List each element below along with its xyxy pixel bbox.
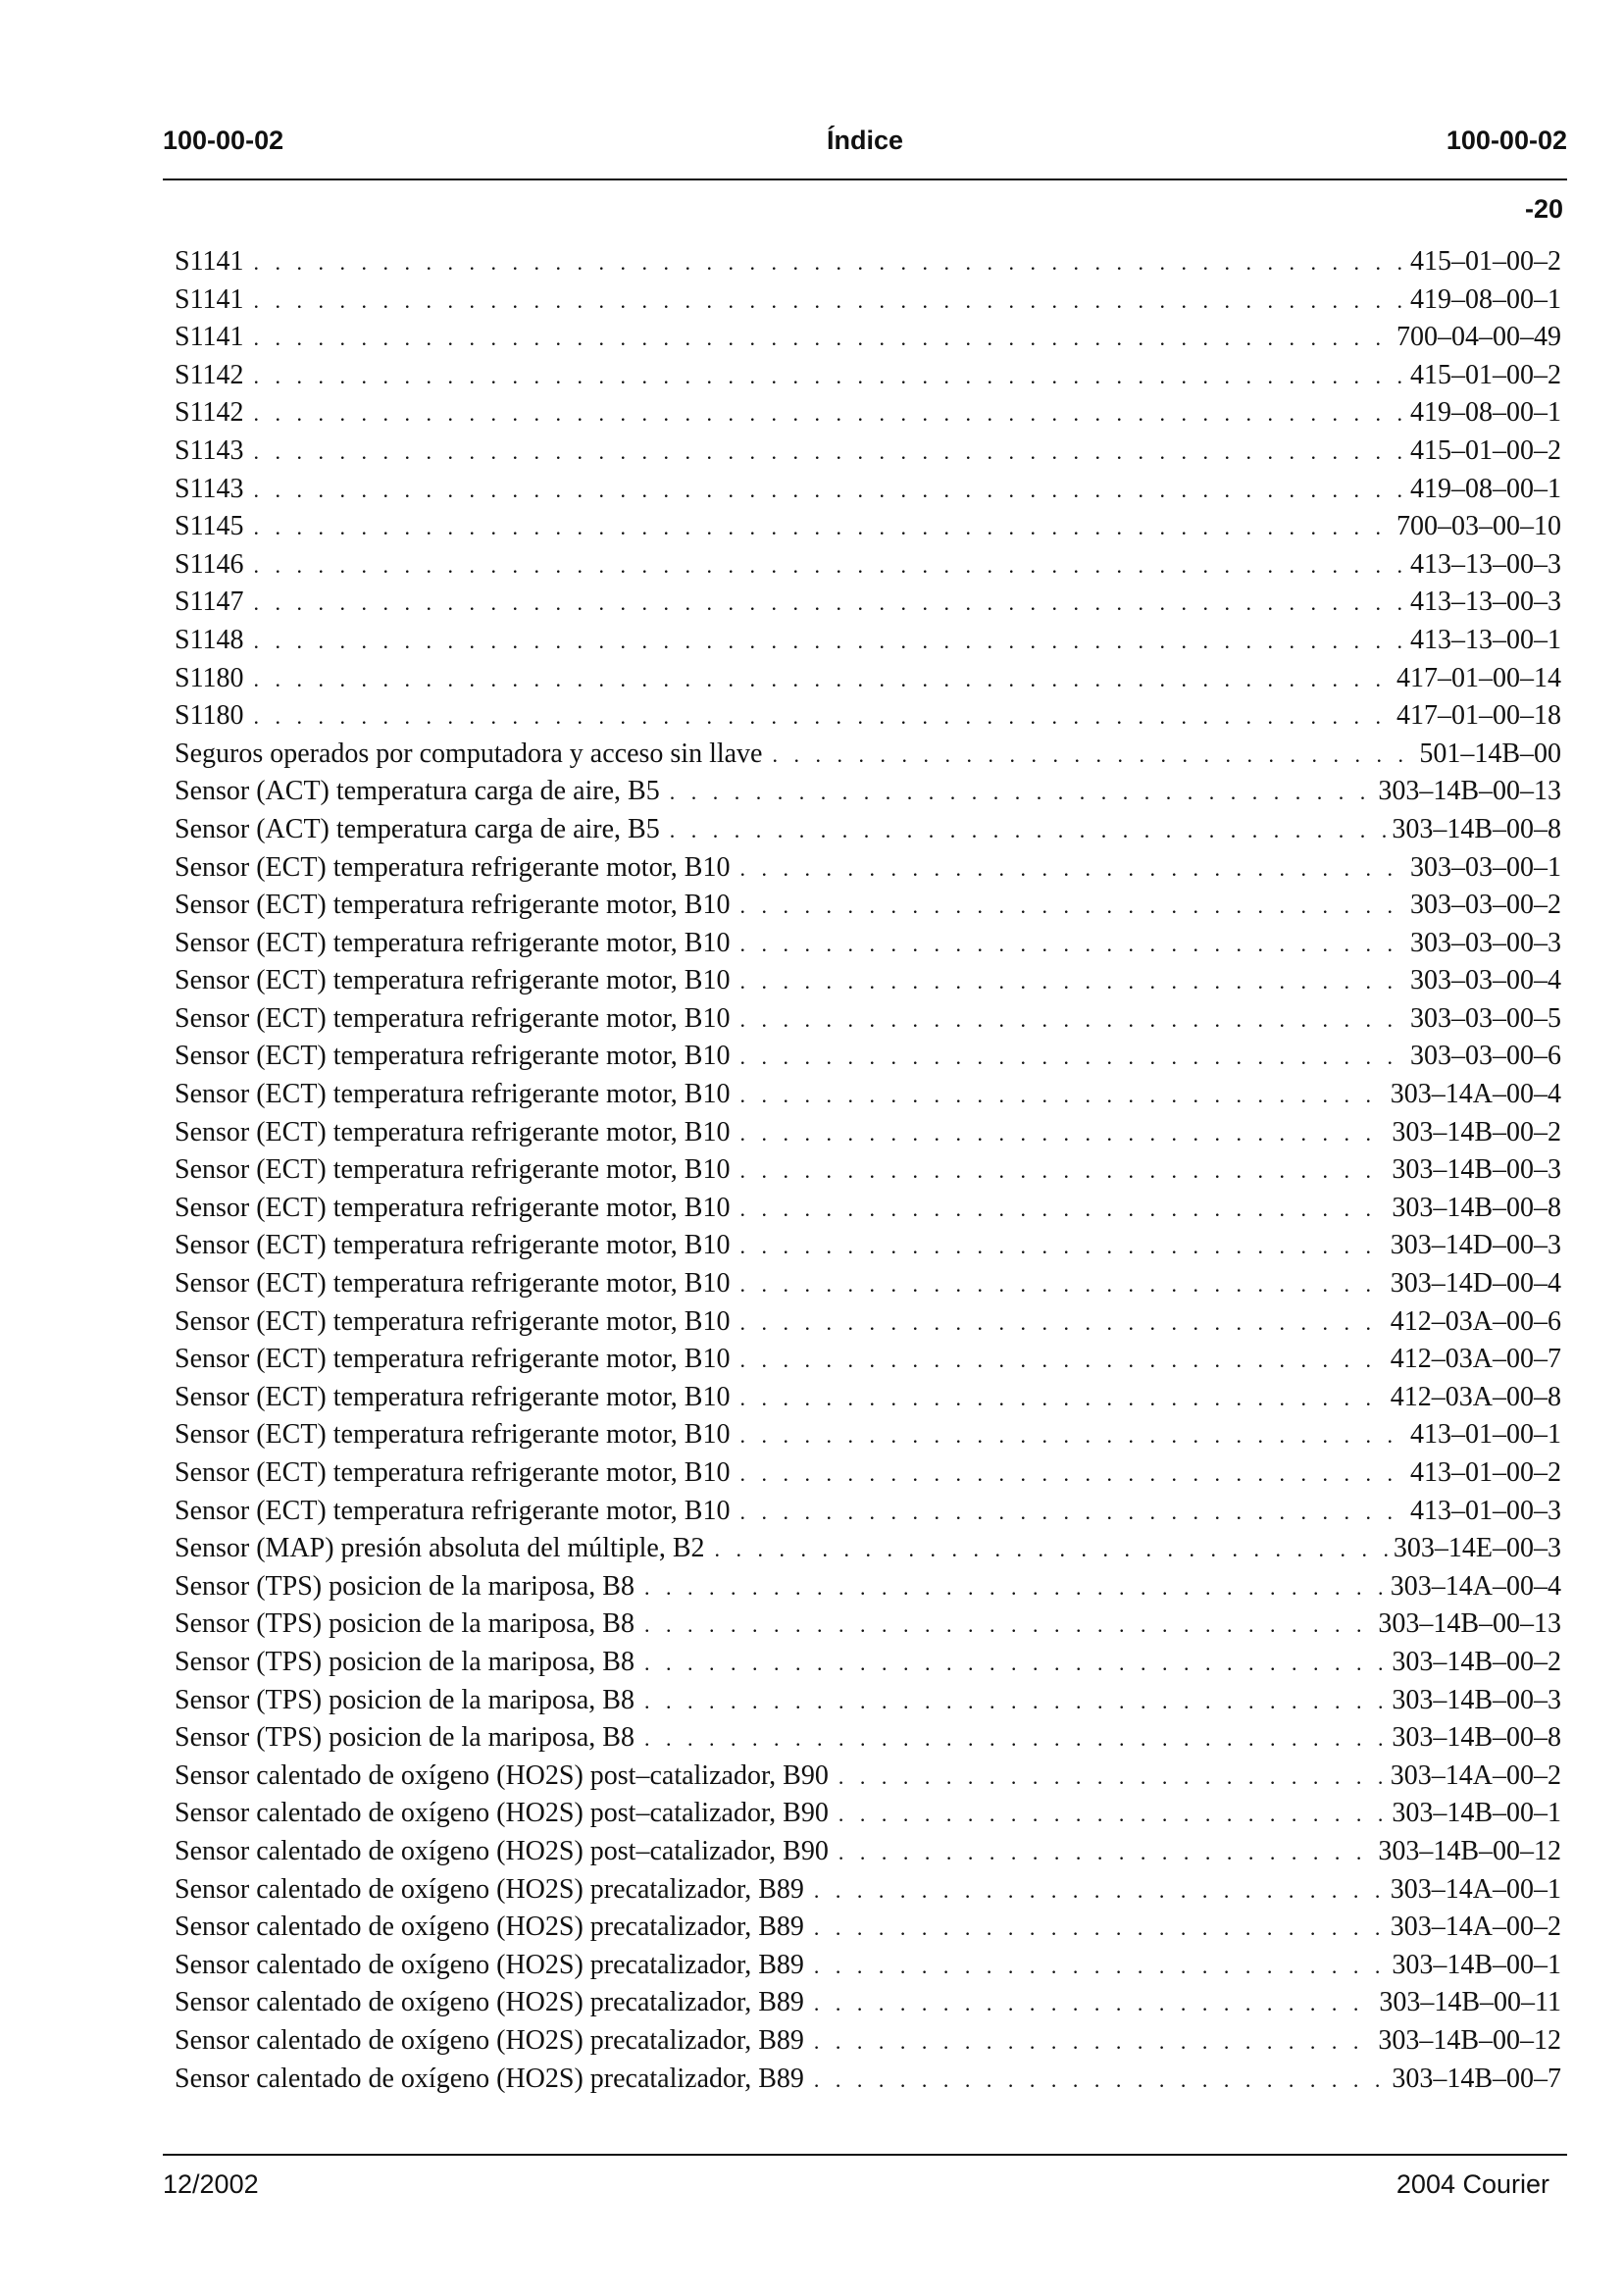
index-entry (175, 622, 1561, 660)
entry-page-ref: 412–03A–00–8 (1390, 1381, 1561, 1412)
page-number: -20 (1524, 194, 1563, 224)
entry-page-ref: 303–03–00–6 (1410, 1041, 1561, 1072)
entry-page-ref: 700–04–00–49 (1396, 322, 1561, 353)
index-entry (175, 1493, 1561, 1531)
entry-page-ref: 413–13–00–3 (1410, 548, 1561, 580)
index-entry (175, 394, 1561, 433)
entry-page-ref: 303–14D–00–3 (1390, 1230, 1561, 1261)
index-entry (175, 1568, 1561, 1606)
entry-name: S1142 (175, 359, 244, 390)
dot-leader (739, 1494, 1404, 1531)
entry-page-ref: 303–14A–00–2 (1390, 1912, 1561, 1943)
entry-name: S1145 (175, 511, 244, 542)
dot-leader (644, 1569, 1385, 1606)
entry-name: S1141 (175, 283, 244, 315)
entry-page-ref: 303–14B–00–8 (1392, 813, 1561, 844)
dot-leader (739, 1228, 1384, 1265)
index-entry (175, 281, 1561, 320)
index-entry (175, 1682, 1561, 1720)
section-number-left: 100-00-02 (163, 126, 284, 155)
index-entry (175, 849, 1561, 888)
index-entry (175, 1909, 1561, 1947)
entry-page-ref: 413–01–00–2 (1410, 1457, 1561, 1488)
entry-page-ref: 413–01–00–3 (1410, 1495, 1561, 1526)
index-entry (175, 962, 1561, 1000)
entry-page-ref: 303–14B–00–12 (1378, 2024, 1561, 2056)
index-entry (175, 1341, 1561, 1379)
index-entry (175, 887, 1561, 925)
entry-page-ref: 303–14B–00–3 (1392, 1684, 1561, 1715)
entry-name: Sensor (ECT) temperatura refrigerante motor, B10 (175, 1305, 731, 1337)
index-entry (175, 1076, 1561, 1114)
entry-name: Sensor (ECT) temperatura refrigerante motor, B10 (175, 965, 731, 996)
dot-leader (254, 282, 1404, 320)
entry-page-ref: 415–01–00–2 (1410, 359, 1561, 390)
index-entry (175, 1151, 1561, 1190)
header-rule (163, 178, 1567, 180)
index-entry (175, 1871, 1561, 1910)
entry-page-ref: 413–13–00–3 (1410, 586, 1561, 618)
dot-leader (739, 1191, 1386, 1228)
entry-name: Sensor (ACT) temperatura carga de aire, B5 (175, 813, 660, 844)
dot-leader (838, 1834, 1372, 1871)
entry-name: Sensor (ECT) temperatura refrigerante motor, B10 (175, 1002, 731, 1034)
entry-page-ref: 303–14E–00–3 (1393, 1533, 1561, 1564)
entry-page-ref: 303–14D–00–4 (1390, 1268, 1561, 1300)
entry-name: S1141 (175, 322, 244, 353)
dot-leader (739, 850, 1404, 888)
entry-name: Sensor calentado de oxígeno (HO2S) precatalizador, B89 (175, 1873, 804, 1905)
footer-rule (163, 2154, 1567, 2156)
index-entry (175, 1379, 1561, 1417)
index-entry (175, 697, 1561, 736)
entry-name: S1141 (175, 246, 244, 277)
index-entry (175, 736, 1561, 774)
index-entry (175, 1530, 1561, 1568)
dot-leader (739, 1342, 1384, 1379)
entry-page-ref: 303–14A–00–2 (1390, 1759, 1561, 1791)
entry-page-ref: 303–14B–00–3 (1392, 1154, 1561, 1186)
dot-leader (739, 1077, 1384, 1114)
entry-page-ref: 417–01–00–18 (1396, 700, 1561, 732)
entry-page-ref: 303–03–00–1 (1410, 851, 1561, 883)
index-entry (175, 1795, 1561, 1833)
index-entry (175, 1984, 1561, 2022)
entry-name: S1143 (175, 434, 244, 466)
entry-page-ref: 303–14B–00–12 (1378, 1835, 1561, 1866)
entry-page-ref: 413–01–00–1 (1410, 1419, 1561, 1451)
entry-name: Sensor (ECT) temperatura refrigerante motor, B10 (175, 1381, 731, 1412)
dot-leader (739, 1039, 1404, 1076)
page-footer (163, 2169, 1549, 2209)
index-entry (175, 1227, 1561, 1265)
entry-name: Sensor calentado de oxígeno (HO2S) post–catalizador, B90 (175, 1835, 829, 1866)
dot-leader (254, 661, 1391, 698)
index-entry (175, 1719, 1561, 1758)
dot-leader (254, 623, 1404, 660)
dot-leader (739, 1304, 1384, 1342)
dot-leader (739, 1455, 1404, 1493)
dot-leader (254, 244, 1404, 281)
footer-model: 2004 Courier (1396, 2169, 1549, 2199)
entry-page-ref: 700–03–00–10 (1396, 511, 1561, 542)
entry-name: Sensor (ECT) temperatura refrigerante motor, B10 (175, 1192, 731, 1223)
entry-page-ref: 303–14B–00–2 (1392, 1116, 1561, 1147)
entry-name: Sensor calentado de oxígeno (HO2S) precatalizador, B89 (175, 2063, 804, 2094)
entry-name: Sensor (ECT) temperatura refrigerante motor, B10 (175, 1457, 731, 1488)
dot-leader (838, 1796, 1386, 1833)
dot-leader (254, 358, 1404, 395)
index-entry (175, 1000, 1561, 1039)
entry-name: Sensor (TPS) posicion de la mariposa, B8 (175, 1684, 634, 1715)
entry-name: Sensor (ECT) temperatura refrigerante motor, B10 (175, 1154, 731, 1186)
footer-date: 12/2002 (163, 2169, 259, 2199)
dot-leader (739, 926, 1404, 963)
entry-page-ref: 303–14B–00–1 (1392, 1798, 1561, 1829)
entry-page-ref: 303–14A–00–4 (1390, 1079, 1561, 1110)
index-entry (175, 1114, 1561, 1152)
dot-leader (254, 472, 1404, 509)
entry-page-ref: 303–14A–00–4 (1390, 1570, 1561, 1602)
dot-leader (772, 737, 1413, 774)
index-entry (175, 433, 1561, 471)
entry-page-ref: 415–01–00–2 (1410, 246, 1561, 277)
index-entry (175, 2022, 1561, 2061)
entry-page-ref: 303–03–00–4 (1410, 965, 1561, 996)
entry-name: S1143 (175, 473, 244, 504)
index-entry (175, 1758, 1561, 1796)
entry-page-ref: 417–01–00–14 (1396, 662, 1561, 693)
dot-leader (670, 812, 1387, 849)
dot-leader (644, 1720, 1386, 1758)
entry-name: Sensor calentado de oxígeno (HO2S) precatalizador, B89 (175, 1912, 804, 1943)
entry-name: Sensor (ECT) temperatura refrigerante motor, B10 (175, 927, 731, 958)
index-entry (175, 1038, 1561, 1076)
entry-name: Sensor (MAP) presión absoluta del múltiple, B2 (175, 1533, 705, 1564)
dot-leader (254, 547, 1404, 585)
index-entry (175, 1190, 1561, 1228)
dot-leader (838, 1759, 1385, 1796)
dot-leader (644, 1645, 1386, 1682)
index-entry (175, 508, 1561, 546)
entry-page-ref: 415–01–00–2 (1410, 434, 1561, 466)
entry-page-ref: 303–14B–00–11 (1379, 1987, 1561, 2018)
entry-name: Sensor (ECT) temperatura refrigerante motor, B10 (175, 1041, 731, 1072)
entry-name: Sensor (ECT) temperatura refrigerante motor, B10 (175, 851, 731, 883)
entry-name: S1148 (175, 624, 244, 655)
index-entry (175, 1833, 1561, 1871)
page-header (163, 126, 1567, 169)
entry-name: Sensor (ACT) temperatura carga de aire, B5 (175, 776, 660, 807)
dot-leader (814, 2023, 1372, 2061)
entry-page-ref: 501–14B–00 (1419, 738, 1561, 769)
index-entry (175, 1303, 1561, 1342)
index-entry (175, 773, 1561, 811)
dot-leader (739, 1001, 1404, 1039)
entry-page-ref: 303–14B–00–13 (1378, 1608, 1561, 1640)
entry-page-ref: 303–03–00–3 (1410, 927, 1561, 958)
dot-leader (814, 1910, 1385, 1947)
entry-name: Sensor (ECT) temperatura refrigerante motor, B10 (175, 1079, 731, 1110)
index-entry (175, 1644, 1561, 1682)
index-entry (175, 1606, 1561, 1644)
entry-page-ref: 419–08–00–1 (1410, 473, 1561, 504)
dot-leader (254, 395, 1404, 433)
index-entry (175, 925, 1561, 963)
index-entry (175, 1947, 1561, 1985)
dot-leader (739, 963, 1404, 1000)
dot-leader (739, 1380, 1384, 1417)
index-entry (175, 1265, 1561, 1303)
dot-leader (739, 1115, 1386, 1152)
entry-name: Sensor calentado de oxígeno (HO2S) precatalizador, B89 (175, 1987, 804, 2018)
entry-name: Sensor (ECT) temperatura refrigerante motor, B10 (175, 1116, 731, 1147)
entry-name: Sensor calentado de oxígeno (HO2S) post–catalizador, B90 (175, 1759, 829, 1791)
dot-leader (814, 1985, 1373, 2022)
entry-name: Sensor calentado de oxígeno (HO2S) precatalizador, B89 (175, 1949, 804, 1980)
dot-leader (644, 1606, 1372, 1644)
index-entry (175, 357, 1561, 395)
entry-name: Sensor (ECT) temperatura refrigerante motor, B10 (175, 1268, 731, 1300)
index-entry (175, 319, 1561, 357)
dot-leader (739, 1152, 1386, 1190)
index-entry (175, 243, 1561, 281)
dot-leader (739, 1417, 1404, 1454)
entry-page-ref: 419–08–00–1 (1410, 283, 1561, 315)
index-entry (175, 1416, 1561, 1454)
index-entry (175, 1454, 1561, 1493)
entry-name: S1180 (175, 662, 244, 693)
entry-page-ref: 303–14A–00–1 (1390, 1873, 1561, 1905)
entry-page-ref: 413–13–00–1 (1410, 624, 1561, 655)
entry-name: S1146 (175, 548, 244, 580)
dot-leader (254, 433, 1404, 471)
dot-leader (254, 320, 1391, 357)
index-entry (175, 584, 1561, 622)
dot-leader (814, 1948, 1386, 1985)
dot-leader (670, 774, 1373, 811)
dot-leader (739, 1266, 1384, 1303)
index-entry (175, 2061, 1561, 2099)
index-entry (175, 546, 1561, 585)
dot-leader (254, 509, 1391, 546)
index-entry (175, 660, 1561, 698)
index-entry (175, 811, 1561, 849)
dot-leader (644, 1683, 1386, 1720)
entry-page-ref: 303–14B–00–8 (1392, 1192, 1561, 1223)
dot-leader (254, 585, 1404, 622)
entry-name: Sensor (TPS) posicion de la mariposa, B8 (175, 1608, 634, 1640)
page-title: Índice (826, 126, 904, 155)
entry-name: Sensor (TPS) posicion de la mariposa, B8 (175, 1570, 634, 1602)
dot-leader (814, 2062, 1386, 2099)
entry-name: Sensor (ECT) temperatura refrigerante motor, B10 (175, 1230, 731, 1261)
entry-name: S1147 (175, 586, 244, 618)
entry-page-ref: 303–14B–00–7 (1392, 2063, 1561, 2094)
entry-name: Sensor calentado de oxígeno (HO2S) precatalizador, B89 (175, 2024, 804, 2056)
entry-name: Sensor (ECT) temperatura refrigerante motor, B10 (175, 890, 731, 921)
index-entry (175, 471, 1561, 509)
entry-page-ref: 303–14B–00–2 (1392, 1646, 1561, 1677)
entry-name: Sensor (TPS) posicion de la mariposa, B8 (175, 1646, 634, 1677)
entry-name: Seguros operados por computadora y acceso sin llave (175, 738, 763, 769)
entry-page-ref: 303–03–00–5 (1410, 1002, 1561, 1034)
entry-name: S1180 (175, 700, 244, 732)
entry-page-ref: 303–14B–00–8 (1392, 1722, 1561, 1754)
entry-name: Sensor (TPS) posicion de la mariposa, B8 (175, 1722, 634, 1754)
section-number-right: 100-00-02 (1446, 126, 1567, 155)
dot-leader (715, 1531, 1388, 1568)
entry-page-ref: 412–03A–00–6 (1390, 1305, 1561, 1337)
entry-name: S1142 (175, 397, 244, 429)
entry-page-ref: 303–03–00–2 (1410, 890, 1561, 921)
dot-leader (814, 1872, 1385, 1910)
entry-name: Sensor (ECT) temperatura refrigerante motor, B10 (175, 1419, 731, 1451)
entry-page-ref: 303–14B–00–13 (1378, 776, 1561, 807)
entry-name: Sensor calentado de oxígeno (HO2S) post–catalizador, B90 (175, 1798, 829, 1829)
index-list (175, 243, 1561, 2098)
entry-page-ref: 303–14B–00–1 (1392, 1949, 1561, 1980)
entry-name: Sensor (ECT) temperatura refrigerante motor, B10 (175, 1495, 731, 1526)
entry-page-ref: 419–08–00–1 (1410, 397, 1561, 429)
dot-leader (254, 698, 1391, 736)
entry-page-ref: 412–03A–00–7 (1390, 1344, 1561, 1375)
entry-name: Sensor (ECT) temperatura refrigerante motor, B10 (175, 1344, 731, 1375)
dot-leader (739, 888, 1404, 925)
